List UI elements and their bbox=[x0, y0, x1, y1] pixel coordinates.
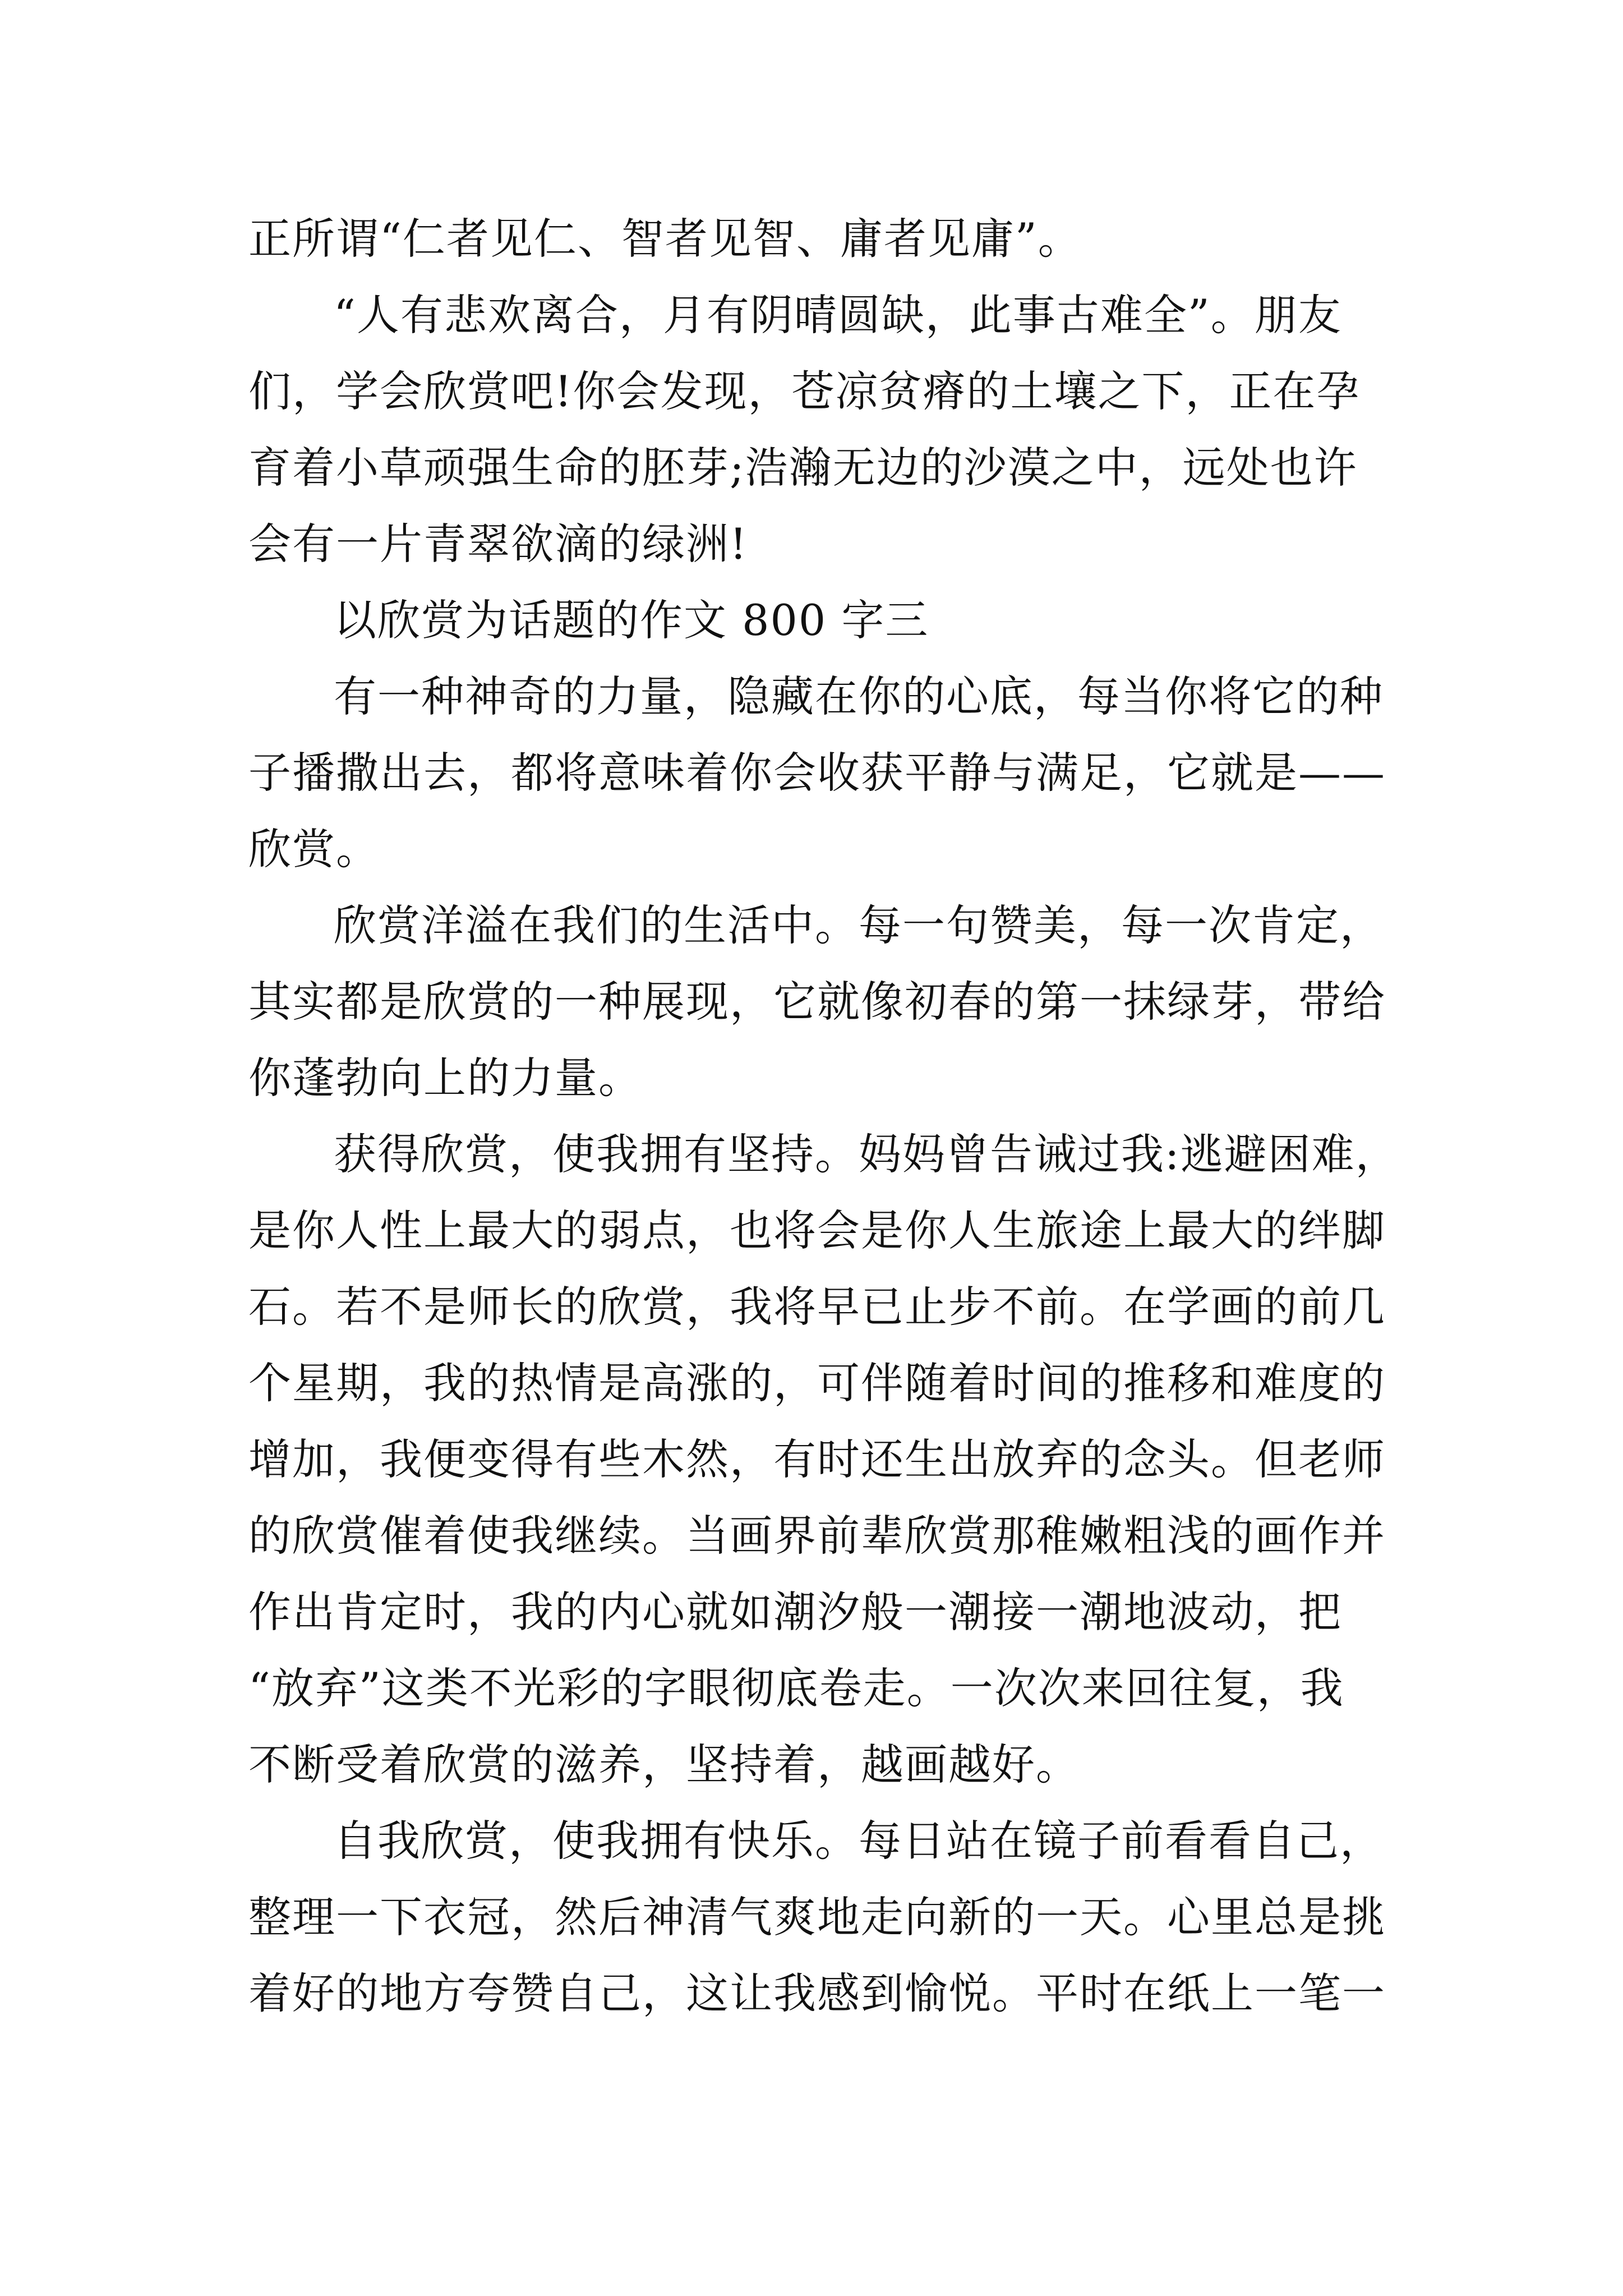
text-line: 育着小草顽强生命的胚芽;浩瀚无边的沙漠之中，远处也许 bbox=[248, 443, 1358, 493]
text-line: 子播撒出去，都将意味着你会收获平静与满足，它就是—— bbox=[248, 748, 1386, 798]
text-line: 增加，我便变得有些木然，有时还生出放弃的念头。但老师 bbox=[248, 1434, 1386, 1484]
text-line: 你蓬勃向上的力量。 bbox=[248, 1053, 642, 1103]
paragraph-start-line: 欣赏洋溢在我们的生活中。每一句赞美，每一次肯定， bbox=[334, 900, 1384, 950]
text-line: 正所谓“仁者见仁、智者见智、庸者见庸”。 bbox=[248, 214, 1082, 264]
text-line: 个星期，我的热情是高涨的，可伴随着时间的推移和难度的 bbox=[248, 1358, 1386, 1408]
document-body bbox=[248, 201, 1415, 2032]
text-line: 着好的地方夸赞自己，这让我感到愉悦。平时在纸上一笔一 bbox=[248, 1968, 1386, 2018]
text-line: 石。若不是师长的欣赏，我将早已止步不前。在学画的前几 bbox=[248, 1282, 1386, 1332]
text-line: 的欣赏催着使我继续。当画界前辈欣赏那稚嫩粗浅的画作并 bbox=[248, 1511, 1386, 1561]
section-heading: 以欣赏为话题的作文 800 字三 bbox=[334, 595, 929, 645]
text-line: 是你人性上最大的弱点，也将会是你人生旅途上最大的绊脚 bbox=[248, 1205, 1386, 1255]
paragraph-start-line: 自我欣赏，使我拥有快乐。每日站在镜子前看看自己， bbox=[334, 1816, 1384, 1866]
text-line: 整理一下衣冠，然后神清气爽地走向新的一天。心里总是挑 bbox=[248, 1892, 1386, 1942]
text-line: “放弃”这类不光彩的字眼彻底卷走。一次次来回往复，我 bbox=[248, 1663, 1344, 1713]
text-line: 其实都是欣赏的一种展现，它就像初春的第一抹绿芽，带给 bbox=[248, 977, 1386, 1027]
text-line: 欣赏。 bbox=[248, 824, 380, 874]
paragraph-start-line: 获得欣赏，使我拥有坚持。妈妈曾告诫过我:逃避困难， bbox=[334, 1129, 1399, 1179]
paragraph-start-line: 有一种神奇的力量，隐藏在你的心底，每当你将它的种 bbox=[334, 671, 1384, 721]
text-line: 们，学会欣赏吧!你会发现，苍凉贫瘠的土壤之下，正在孕 bbox=[248, 366, 1361, 416]
text-line: 会有一片青翠欲滴的绿洲! bbox=[248, 519, 748, 569]
paragraph-start-line: “人有悲欢离合，月有阴晴圆缺，此事古难全”。朋友 bbox=[334, 290, 1342, 340]
text-line: 作出肯定时，我的内心就如潮汐般一潮接一潮地波动，把 bbox=[248, 1587, 1342, 1637]
text-line: 不断受着欣赏的滋养，坚持着，越画越好。 bbox=[248, 1740, 1080, 1789]
